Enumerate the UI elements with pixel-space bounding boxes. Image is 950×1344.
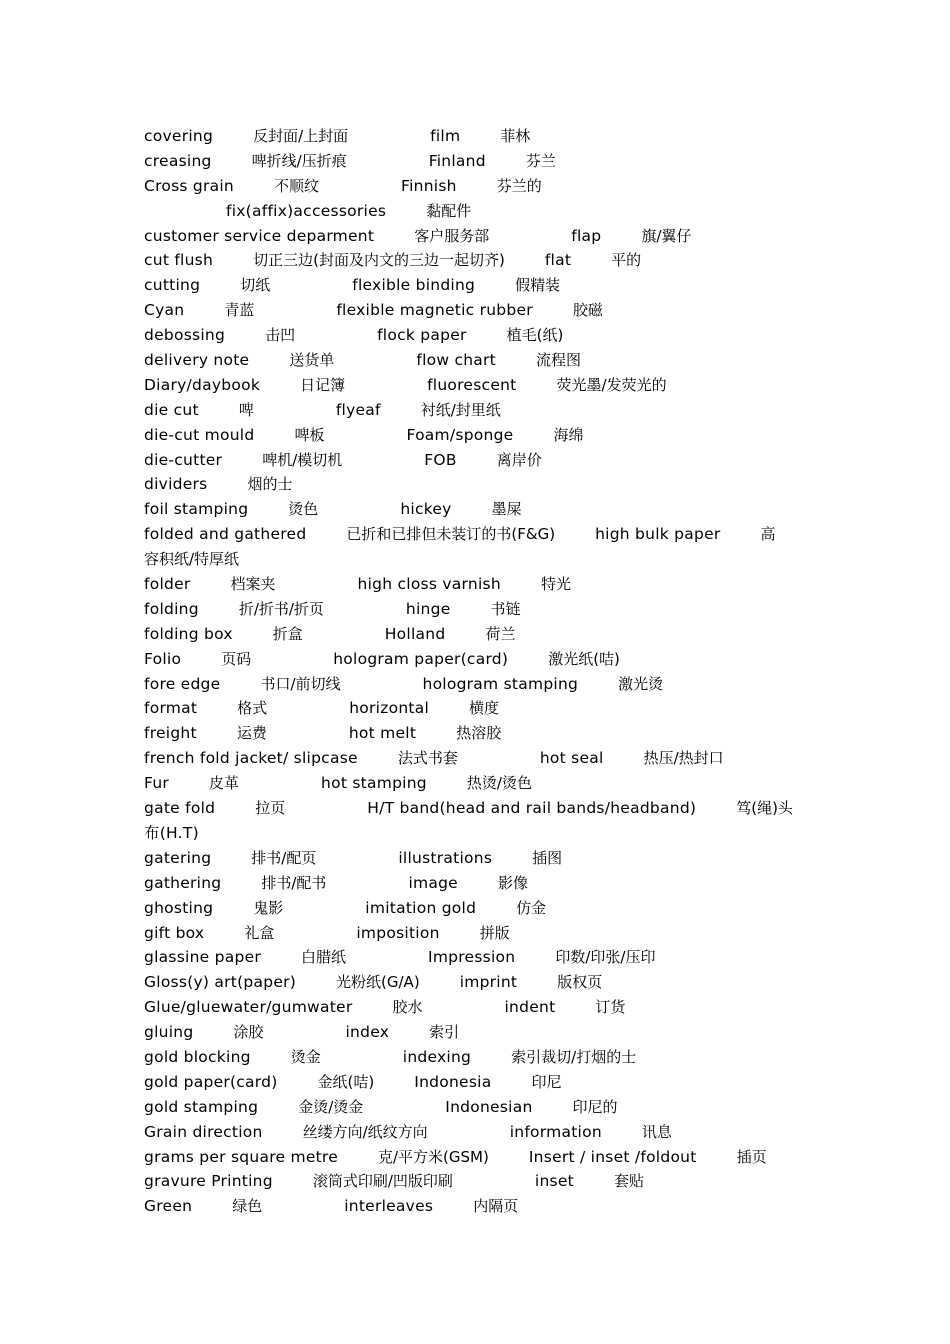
term-en: Foam/sponge bbox=[406, 425, 514, 444]
term-zh: 烟的士 bbox=[247, 475, 293, 494]
term-en: hologram stamping bbox=[422, 674, 579, 693]
term-en: hickey bbox=[400, 500, 452, 519]
glossary-line bbox=[144, 1145, 809, 1170]
glossary-line bbox=[144, 572, 809, 597]
term-zh: 书口/前切线 bbox=[260, 674, 341, 693]
glossary-line bbox=[144, 846, 809, 871]
term-en: Finnish bbox=[401, 176, 457, 195]
glossary-line bbox=[144, 1169, 809, 1194]
term-en: customer service deparment bbox=[144, 226, 375, 245]
glossary-line bbox=[144, 448, 809, 473]
term-en: Holland bbox=[384, 624, 446, 643]
term-en: Folio bbox=[144, 649, 182, 668]
glossary-line bbox=[144, 945, 809, 970]
term-zh: 容积纸/特厚纸 bbox=[144, 550, 240, 569]
term-en: die-cut mould bbox=[144, 425, 255, 444]
term-en: horizontal bbox=[349, 699, 430, 718]
term-en: flat bbox=[544, 251, 572, 270]
term-zh: 墨屎 bbox=[491, 500, 522, 519]
term-en: Glue/gluewater/gumwater bbox=[144, 998, 353, 1017]
term-en: film bbox=[430, 127, 461, 145]
term-zh: 热烫/烫色 bbox=[466, 774, 532, 793]
term-zh: 插图 bbox=[532, 848, 563, 867]
term-zh: 索引裁切/打烟的士 bbox=[511, 1047, 637, 1066]
glossary-line bbox=[144, 174, 809, 199]
term-en: die-cutter bbox=[144, 450, 223, 469]
term-zh: 折/折书/折页 bbox=[238, 599, 324, 618]
term-en: 布(H.T) bbox=[144, 823, 199, 842]
term-zh: 滚筒式印刷/凹版印刷 bbox=[312, 1172, 453, 1191]
term-en: creasing bbox=[144, 151, 212, 170]
glossary-line bbox=[144, 1120, 809, 1145]
glossary-line bbox=[144, 1045, 809, 1070]
term-en: gluing bbox=[144, 1023, 194, 1042]
glossary-line bbox=[144, 871, 809, 896]
glossary-line bbox=[144, 1020, 809, 1045]
term-zh: 光粉纸(G/A) bbox=[336, 973, 420, 992]
term-en: Green bbox=[144, 1197, 193, 1216]
term-zh: 克/平方米(GSM) bbox=[378, 1147, 489, 1166]
term-en: cut flush bbox=[144, 251, 214, 270]
term-zh: 排书/配页 bbox=[251, 848, 317, 867]
term-zh: 烫色 bbox=[288, 500, 319, 519]
glossary-line bbox=[144, 124, 809, 149]
glossary-line bbox=[144, 995, 809, 1020]
glossary-line bbox=[144, 746, 809, 771]
term-zh: 绿色 bbox=[232, 1197, 263, 1216]
glossary-line bbox=[144, 1070, 809, 1095]
term-zh: 丝缕方向/纸纹方向 bbox=[302, 1122, 428, 1141]
glossary-line bbox=[144, 149, 809, 174]
term-zh: 讯息 bbox=[641, 1122, 672, 1141]
glossary-line bbox=[144, 497, 809, 522]
term-zh: 植毛(纸) bbox=[506, 326, 564, 345]
term-en: Gloss(y) art(paper) bbox=[144, 973, 297, 992]
term-en: Cross grain bbox=[144, 176, 235, 195]
term-zh: 旗/翼仔 bbox=[641, 226, 692, 245]
term-zh: 仿金 bbox=[516, 898, 547, 917]
term-zh: 胶水 bbox=[392, 998, 423, 1017]
term-en: Diary/daybook bbox=[144, 375, 261, 394]
term-en: Finland bbox=[428, 151, 486, 170]
term-zh: 页码 bbox=[221, 649, 252, 668]
term-zh: 套贴 bbox=[613, 1172, 644, 1191]
term-zh: 流程图 bbox=[536, 351, 582, 370]
term-en: flock paper bbox=[377, 326, 467, 345]
glossary-line bbox=[144, 796, 809, 821]
glossary-line bbox=[144, 1095, 809, 1120]
term-en: gravure Printing bbox=[144, 1172, 273, 1191]
term-en: hologram paper(card) bbox=[333, 649, 509, 668]
glossary-list bbox=[144, 124, 809, 1219]
glossary-line bbox=[144, 224, 809, 249]
term-en: flexible binding bbox=[352, 276, 476, 295]
term-en: flexible magnetic rubber bbox=[336, 301, 533, 320]
term-zh: 衬纸/封里纸 bbox=[420, 400, 501, 419]
term-en: hot melt bbox=[348, 724, 417, 743]
term-en: hinge bbox=[405, 599, 451, 618]
term-en: imprint bbox=[459, 973, 518, 992]
term-zh: 版权页 bbox=[557, 973, 603, 992]
term-zh: 订货 bbox=[595, 998, 626, 1017]
glossary-line bbox=[144, 1194, 809, 1219]
term-en: interleaves bbox=[344, 1197, 434, 1216]
term-en: high bulk paper bbox=[595, 525, 721, 544]
term-en: index bbox=[345, 1023, 390, 1042]
term-en: Fur bbox=[144, 774, 170, 793]
glossary-line bbox=[144, 522, 809, 547]
term-en: hot stamping bbox=[321, 774, 427, 793]
term-zh: 切纸 bbox=[240, 276, 271, 295]
term-en: foil stamping bbox=[144, 500, 249, 519]
term-zh: 青蓝 bbox=[224, 301, 255, 320]
term-en: folded and gathered bbox=[144, 525, 307, 544]
glossary-line bbox=[144, 970, 809, 995]
term-zh: 假精装 bbox=[515, 276, 561, 295]
term-zh: 横度 bbox=[469, 699, 500, 718]
term-zh: 法式书套 bbox=[397, 749, 458, 768]
term-zh: 涂胶 bbox=[233, 1023, 264, 1042]
term-zh: 拼版 bbox=[479, 923, 510, 942]
term-en: indent bbox=[504, 998, 556, 1017]
term-en: cutting bbox=[144, 276, 201, 295]
term-en: dividers bbox=[144, 475, 208, 494]
term-en: Indonesian bbox=[445, 1097, 533, 1116]
term-en: folder bbox=[144, 575, 191, 594]
term-en: folding box bbox=[144, 624, 233, 643]
term-en: french fold jacket/ slipcase bbox=[144, 749, 358, 768]
glossary-line bbox=[144, 597, 809, 622]
term-zh: 印数/印张/压印 bbox=[555, 948, 656, 967]
term-zh: 激光纸(咭) bbox=[548, 649, 620, 668]
term-en: inset bbox=[534, 1172, 574, 1191]
term-en: Insert / inset /foldout bbox=[528, 1147, 697, 1166]
term-zh: 黏配件 bbox=[426, 201, 472, 220]
term-zh: 胶磁 bbox=[572, 301, 603, 320]
term-zh: 影像 bbox=[497, 873, 528, 892]
term-en: debossing bbox=[144, 326, 226, 345]
term-zh: 印尼的 bbox=[572, 1097, 618, 1116]
term-zh: 啤板 bbox=[294, 425, 325, 444]
term-en: Grain direction bbox=[144, 1122, 263, 1141]
glossary-line bbox=[144, 896, 809, 921]
glossary-line bbox=[144, 647, 809, 672]
term-en: covering bbox=[144, 127, 214, 145]
term-zh: 笃(绳)头 bbox=[736, 799, 793, 818]
term-en: grams per square metre bbox=[144, 1147, 338, 1166]
term-zh: 排书/配书 bbox=[261, 873, 327, 892]
glossary-line-continued bbox=[144, 821, 809, 846]
glossary-line bbox=[144, 622, 809, 647]
term-en: gold paper(card) bbox=[144, 1072, 278, 1091]
term-zh: 金烫/烫金 bbox=[298, 1097, 364, 1116]
glossary-line bbox=[144, 472, 809, 497]
term-zh: 印尼 bbox=[531, 1072, 562, 1091]
term-en: high closs varnish bbox=[357, 575, 501, 594]
term-zh: 击凹 bbox=[265, 326, 296, 345]
term-en: gatering bbox=[144, 848, 212, 867]
term-zh: 送货单 bbox=[289, 351, 335, 370]
term-en: gathering bbox=[144, 873, 222, 892]
glossary-line bbox=[144, 423, 809, 448]
term-en: Impression bbox=[428, 948, 516, 967]
term-en: imposition bbox=[356, 923, 440, 942]
term-zh: 热压/热封口 bbox=[643, 749, 724, 768]
term-en: gold blocking bbox=[144, 1047, 251, 1066]
term-en: gate fold bbox=[144, 799, 216, 818]
term-en: fix(affix)accessories bbox=[226, 201, 387, 220]
glossary-line bbox=[144, 323, 809, 348]
term-zh: 皮革 bbox=[209, 774, 240, 793]
term-en: format bbox=[144, 699, 198, 718]
term-en: fluorescent bbox=[427, 375, 517, 394]
term-zh: 切正三边(封面及内文的三边一起切齐) bbox=[253, 251, 505, 270]
term-en: freight bbox=[144, 724, 197, 743]
term-zh: 档案夹 bbox=[230, 575, 276, 594]
glossary-line bbox=[144, 672, 809, 697]
term-en: delivery note bbox=[144, 351, 250, 370]
term-zh: 芬兰 bbox=[525, 151, 556, 170]
term-zh: 已折和已排但未装订的书(F&G) bbox=[346, 525, 556, 544]
term-zh: 啤机/模切机 bbox=[262, 450, 343, 469]
term-zh: 菲林 bbox=[500, 127, 531, 145]
term-en: flap bbox=[571, 226, 602, 245]
term-en: Indonesia bbox=[414, 1072, 492, 1091]
term-zh: 荧光墨/发荧光的 bbox=[556, 375, 667, 394]
term-zh: 海绵 bbox=[553, 425, 584, 444]
term-zh: 热溶胶 bbox=[456, 724, 502, 743]
term-en: flow chart bbox=[416, 351, 497, 370]
glossary-line bbox=[144, 921, 809, 946]
glossary-line bbox=[144, 199, 809, 224]
term-zh: 高 bbox=[760, 525, 776, 544]
term-zh: 啤 bbox=[238, 400, 254, 419]
glossary-line bbox=[144, 273, 809, 298]
term-zh: 激光烫 bbox=[618, 674, 664, 693]
term-en: hot seal bbox=[539, 749, 604, 768]
term-zh: 金纸(咭) bbox=[317, 1072, 375, 1091]
glossary-line bbox=[144, 348, 809, 373]
term-zh: 内隔页 bbox=[473, 1197, 519, 1216]
term-zh: 书链 bbox=[490, 599, 521, 618]
glossary-line bbox=[144, 298, 809, 323]
term-zh: 啤折线/压折痕 bbox=[251, 151, 347, 170]
glossary-line bbox=[144, 373, 809, 398]
term-en: die cut bbox=[144, 400, 199, 419]
term-en: glassine paper bbox=[144, 948, 261, 967]
term-en: Cyan bbox=[144, 301, 185, 320]
term-en: gold stamping bbox=[144, 1097, 259, 1116]
term-en: ghosting bbox=[144, 898, 214, 917]
glossary-line bbox=[144, 248, 809, 273]
term-zh: 平的 bbox=[611, 251, 642, 270]
term-en: imitation gold bbox=[365, 898, 477, 917]
term-zh: 客户服务部 bbox=[414, 226, 490, 245]
term-en: flyeaf bbox=[335, 400, 381, 419]
term-zh: 反封面/上封面 bbox=[253, 127, 349, 145]
glossary-line-continued bbox=[144, 547, 809, 572]
term-zh: 日记簿 bbox=[300, 375, 346, 394]
term-zh: 白腊纸 bbox=[300, 948, 346, 967]
term-zh: 礼盒 bbox=[244, 923, 275, 942]
term-en: indexing bbox=[402, 1047, 472, 1066]
term-en: information bbox=[509, 1122, 602, 1141]
term-zh: 格式 bbox=[237, 699, 268, 718]
term-zh: 芬兰的 bbox=[496, 176, 542, 195]
term-zh: 鬼影 bbox=[253, 898, 284, 917]
term-zh: 拉页 bbox=[255, 799, 286, 818]
glossary-line bbox=[144, 696, 809, 721]
glossary-line bbox=[144, 721, 809, 746]
term-zh: 特光 bbox=[540, 575, 571, 594]
term-en: FOB bbox=[424, 450, 457, 469]
term-zh: 运费 bbox=[236, 724, 267, 743]
term-zh: 荷兰 bbox=[485, 624, 516, 643]
term-zh: 折盒 bbox=[272, 624, 303, 643]
term-en: folding bbox=[144, 599, 199, 618]
glossary-line bbox=[144, 398, 809, 423]
term-zh: 烫金 bbox=[290, 1047, 321, 1066]
term-en: gift box bbox=[144, 923, 205, 942]
term-en: image bbox=[408, 873, 458, 892]
term-en: H/T band(head and rail bands/headband) bbox=[367, 799, 697, 818]
term-zh: 离岸价 bbox=[496, 450, 542, 469]
glossary-line bbox=[144, 771, 809, 796]
term-en: fore edge bbox=[144, 674, 221, 693]
term-en: illustrations bbox=[398, 848, 493, 867]
term-zh: 不顺纹 bbox=[274, 176, 320, 195]
term-zh: 插页 bbox=[736, 1147, 767, 1166]
term-zh: 索引 bbox=[429, 1023, 460, 1042]
